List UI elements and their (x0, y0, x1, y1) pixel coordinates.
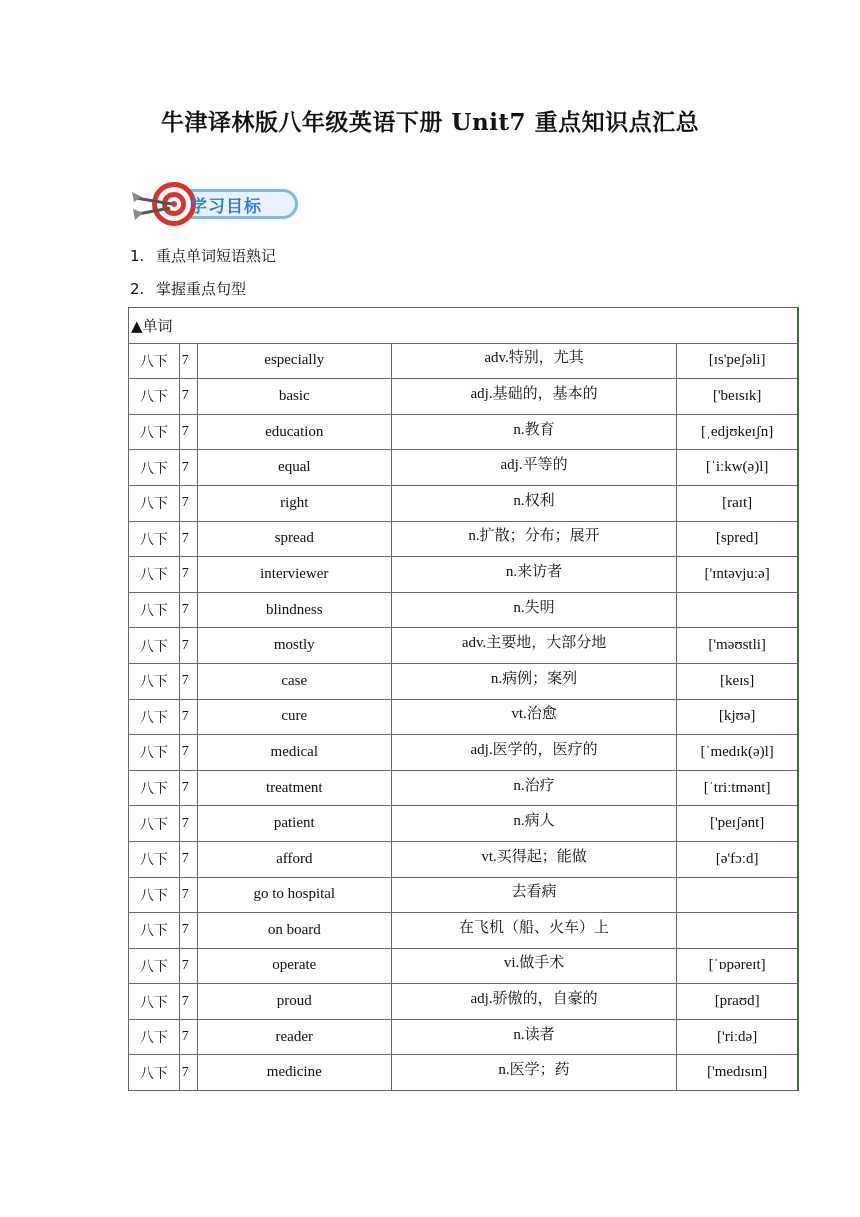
phonetic-cell: [spred] (677, 521, 798, 557)
table-row (129, 592, 799, 628)
table-row (129, 1019, 799, 1055)
word-cell: basic (197, 379, 391, 415)
unit-cell: 7 (179, 450, 197, 486)
phonetic-cell: [keɪs] (677, 663, 798, 699)
unit-cell: 7 (179, 414, 197, 450)
table-header: ▲单词 (129, 308, 799, 344)
meaning-text: n.病例；案列 (490, 670, 578, 687)
unit-cell: 7 (179, 557, 197, 593)
meaning-text: adj.医学的，医疗的 (470, 741, 598, 758)
unit-cell: 7 (179, 699, 197, 735)
meaning-text: n.来访者 (505, 563, 563, 580)
meaning-text: n.失明 (513, 599, 555, 616)
word-cell: spread (197, 521, 391, 557)
badge-label: 学习目标 (190, 197, 262, 217)
word-cell: reader (197, 1019, 391, 1055)
table-row (129, 877, 799, 913)
table-row (129, 628, 799, 664)
grade-cell: 八下 (129, 948, 180, 984)
meaning-text: n.扩散；分布；展开 (468, 528, 600, 545)
table-row (129, 735, 799, 771)
word-cell: case (197, 663, 391, 699)
table-row (129, 485, 799, 521)
meaning-cell (391, 913, 676, 949)
meaning-cell (391, 450, 676, 486)
grade-cell: 八下 (129, 699, 180, 735)
meaning-text: n.治疗 (513, 777, 555, 794)
unit-cell: 7 (179, 1019, 197, 1055)
goal-text: 重点单词短语熟记 (156, 247, 277, 265)
meaning-text: adv.特别，尤其 (484, 350, 584, 367)
meaning-text: n.权利 (513, 492, 555, 509)
meaning-text: adj.基础的，基本的 (470, 385, 598, 402)
meaning-cell (391, 1055, 676, 1091)
table-row (129, 806, 799, 842)
word-cell: education (197, 414, 391, 450)
phonetic-cell: [ˈɒpəreɪt] (677, 948, 798, 984)
unit-cell: 7 (179, 628, 197, 664)
meaning-cell (391, 699, 676, 735)
table-row (129, 948, 799, 984)
goal-text: 掌握重点句型 (156, 280, 247, 298)
unit-cell: 7 (179, 521, 197, 557)
word-cell: interviewer (197, 557, 391, 593)
meaning-text: n.教育 (513, 421, 555, 438)
table-row (129, 450, 799, 486)
phonetic-cell: [ˈmedɪk(ə)l] (677, 735, 798, 771)
meaning-cell (391, 984, 676, 1020)
table-row (129, 984, 799, 1020)
table-row (129, 557, 799, 593)
vocabulary-table (128, 307, 799, 1091)
meaning-cell (391, 521, 676, 557)
meaning-cell (391, 948, 676, 984)
word-cell: afford (197, 841, 391, 877)
table-row (129, 379, 799, 415)
grade-cell: 八下 (129, 450, 180, 486)
phonetic-cell: ['beɪsɪk] (677, 379, 798, 415)
goal-item (130, 240, 276, 273)
unit-cell: 7 (179, 770, 197, 806)
word-cell: right (197, 485, 391, 521)
meaning-text: vi.做手术 (503, 955, 565, 972)
grade-cell: 八下 (129, 414, 180, 450)
phonetic-cell: [ɪs'peʃəli] (677, 343, 798, 379)
table-row (129, 521, 799, 557)
unit-cell: 7 (179, 984, 197, 1020)
phonetic-cell: [ə'fɔːd] (677, 841, 798, 877)
page-title: 牛津译林版八年级英语下册 Unit7 重点知识点汇总 (160, 109, 700, 136)
phonetic-cell: ['medɪsɪn] (677, 1055, 798, 1091)
unit-cell: 7 (179, 663, 197, 699)
grade-cell: 八下 (129, 841, 180, 877)
word-cell: treatment (197, 770, 391, 806)
phonetic-cell (677, 877, 798, 913)
phonetic-cell (677, 913, 798, 949)
meaning-cell (391, 770, 676, 806)
word-cell: blindness (197, 592, 391, 628)
meaning-cell (391, 1019, 676, 1055)
phonetic-cell: [ˌedjʊkeɪʃn] (677, 414, 798, 450)
phonetic-cell: [raɪt] (677, 485, 798, 521)
meaning-cell (391, 628, 676, 664)
meaning-cell (391, 557, 676, 593)
goal-number: 2. (130, 280, 145, 298)
meaning-text: vt.买得起；能做 (481, 848, 587, 865)
meaning-cell (391, 485, 676, 521)
table-row (129, 1055, 799, 1091)
meaning-cell (391, 735, 676, 771)
grade-cell: 八下 (129, 735, 180, 771)
meaning-cell (391, 663, 676, 699)
table-row (129, 414, 799, 450)
meaning-cell (391, 414, 676, 450)
grade-cell: 八下 (129, 521, 180, 557)
unit-cell: 7 (179, 913, 197, 949)
unit-cell: 7 (179, 841, 197, 877)
grade-cell: 八下 (129, 485, 180, 521)
learning-goals-badge (130, 178, 306, 232)
meaning-cell (391, 841, 676, 877)
meaning-cell (391, 877, 676, 913)
word-cell: medical (197, 735, 391, 771)
meaning-cell (391, 806, 676, 842)
grade-cell: 八下 (129, 379, 180, 415)
grade-cell: 八下 (129, 913, 180, 949)
word-cell: medicine (197, 1055, 391, 1091)
phonetic-cell: ['ɪntəvjuːə] (677, 557, 798, 593)
meaning-text: 在飞机（船、火车）上 (459, 919, 610, 936)
grade-cell: 八下 (129, 1019, 180, 1055)
grade-cell: 八下 (129, 984, 180, 1020)
meaning-text: n.读者 (513, 1026, 555, 1043)
unit-cell: 7 (179, 1055, 197, 1091)
unit-cell: 7 (179, 485, 197, 521)
word-cell: proud (197, 984, 391, 1020)
phonetic-cell: [ˈtriːtmənt] (677, 770, 798, 806)
phonetic-cell (677, 592, 798, 628)
phonetic-cell: [ˈiːkw(ə)l] (677, 450, 798, 486)
table-row (129, 699, 799, 735)
table-row (129, 663, 799, 699)
table-row (129, 343, 799, 379)
word-cell: patient (197, 806, 391, 842)
meaning-text: n.病人 (513, 813, 555, 830)
unit-cell: 7 (179, 806, 197, 842)
word-cell: operate (197, 948, 391, 984)
goal-number: 1. (130, 247, 145, 265)
phonetic-cell: ['məʊstli] (677, 628, 798, 664)
unit-cell: 7 (179, 379, 197, 415)
meaning-cell (391, 343, 676, 379)
grade-cell: 八下 (129, 592, 180, 628)
grade-cell: 八下 (129, 663, 180, 699)
grade-cell: 八下 (129, 806, 180, 842)
meaning-text: adv.主要地，大部分地 (461, 635, 607, 652)
meaning-text: n.医学；药 (498, 1062, 570, 1079)
word-cell: mostly (197, 628, 391, 664)
meaning-text: vt.治愈 (511, 706, 557, 723)
word-cell: on board (197, 913, 391, 949)
grade-cell: 八下 (129, 343, 180, 379)
phonetic-cell: [kjʊə] (677, 699, 798, 735)
unit-cell: 7 (179, 592, 197, 628)
meaning-text: adj.平等的 (500, 457, 568, 474)
phonetic-cell: ['peɪʃənt] (677, 806, 798, 842)
table-row (129, 841, 799, 877)
unit-cell: 7 (179, 343, 197, 379)
word-cell: cure (197, 699, 391, 735)
grade-cell: 八下 (129, 1055, 180, 1091)
grade-cell: 八下 (129, 557, 180, 593)
word-cell: especially (197, 343, 391, 379)
table-row (129, 770, 799, 806)
phonetic-cell: ['riːdə] (677, 1019, 798, 1055)
unit-cell: 7 (179, 877, 197, 913)
table-row (129, 913, 799, 949)
meaning-text: adj.骄傲的，自豪的 (470, 991, 598, 1008)
unit-cell: 7 (179, 948, 197, 984)
grade-cell: 八下 (129, 770, 180, 806)
table-header-row (129, 308, 799, 344)
word-cell: equal (197, 450, 391, 486)
phonetic-cell: [praʊd] (677, 984, 798, 1020)
meaning-cell (391, 592, 676, 628)
meaning-cell (391, 379, 676, 415)
meaning-text: 去看病 (511, 884, 557, 901)
grade-cell: 八下 (129, 628, 180, 664)
grade-cell: 八下 (129, 877, 180, 913)
unit-cell: 7 (179, 735, 197, 771)
goal-list (130, 240, 276, 306)
word-cell: go to hospital (197, 877, 391, 913)
goal-item (130, 273, 276, 306)
